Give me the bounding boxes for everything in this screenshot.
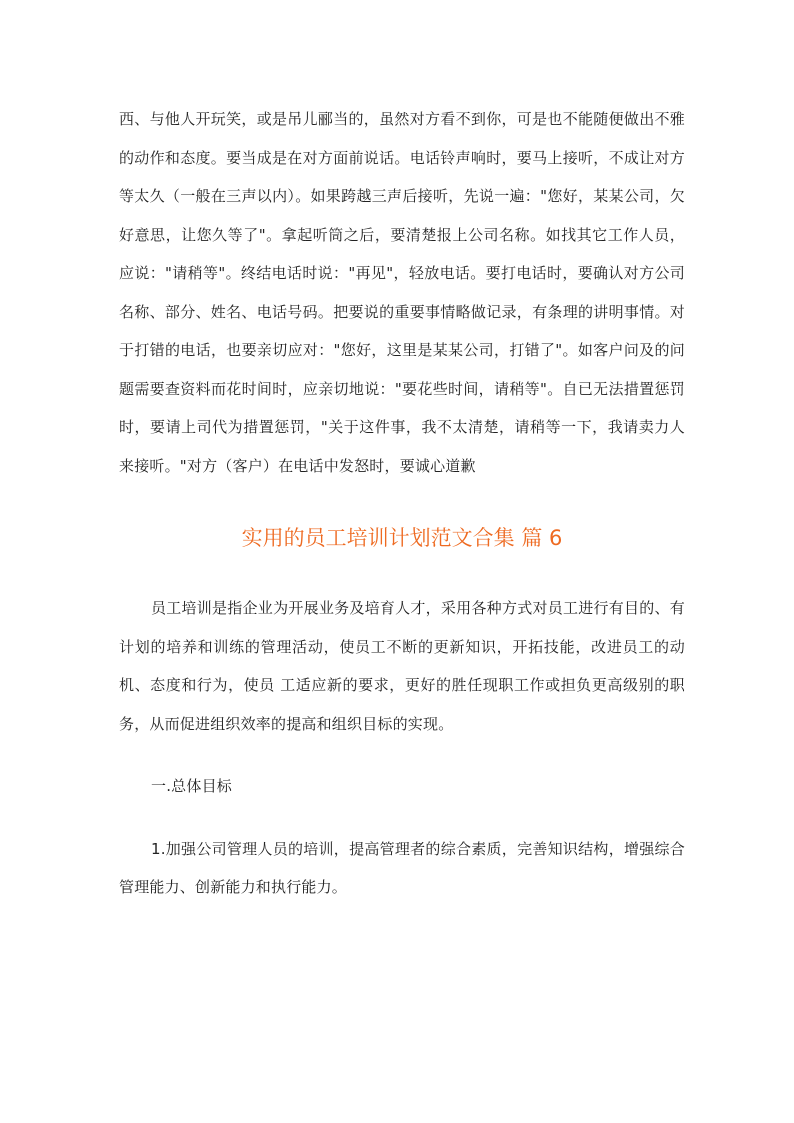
paragraph-goal-1: 1.加强公司管理人员的培训，提高管理者的综合素质，完善知识结构，增强综合管理能力、创新能力和执行能力。: [119, 839, 685, 896]
subheading-overall-goals: 一.总体目标: [151, 777, 232, 795]
section-heading: 实用的员工培训计划范文合集 篇 6: [241, 526, 563, 550]
paragraph-phone-etiquette: 西、与他人开玩笑，或是吊儿郦当的，虽然对方看不到你，可是也不能随便做出不雅的动作和态度。要当成是在对方面前说话。电话铃声响时，要马上接听，不成让对方等太久（一般在三声以内）。如果跨越三声后接听，先说一遍："您好，某某公司，欠好意思，让您久等了"。拿起听筒之后，要清楚报上公司名称。如找其它工作人员，应说："请稍等"。终结电话时说："再见"，轻放电话。要打电话时，要确认对方公司名称、部分、姓名、电话号码。把要说的重要事情略做记录，有条理的讲明事情。对于打错的电话，也要亲切应对："您好，这里是某某公司，打错了"。如客户问及的问题需要查资料而花时间时，应亲切地说："要花些时间，请稍等"。自已无法措置惩罚时，要请上司代为措置惩罚，"关于这件事，我不太清楚，请稍等一下，我请卖力人来接听。"对方（客户）在电话中发怒时，要诚心道歉: [119, 110, 685, 475]
document-body: [119, 100, 685, 907]
paragraph-training-definition: 员工培训是指企业为开展业务及培育人才，采用各种方式对员工进行有目的、有计划的培养和训练的管理活动，使员工不断的更新知识，开拓技能，改进员工的动机、态度和行为，使员 工适应新的要求，更好的胜任现职工作或担负更高级别的职务，从而促进组织效率的提高和组织目标的实现。: [119, 599, 685, 733]
